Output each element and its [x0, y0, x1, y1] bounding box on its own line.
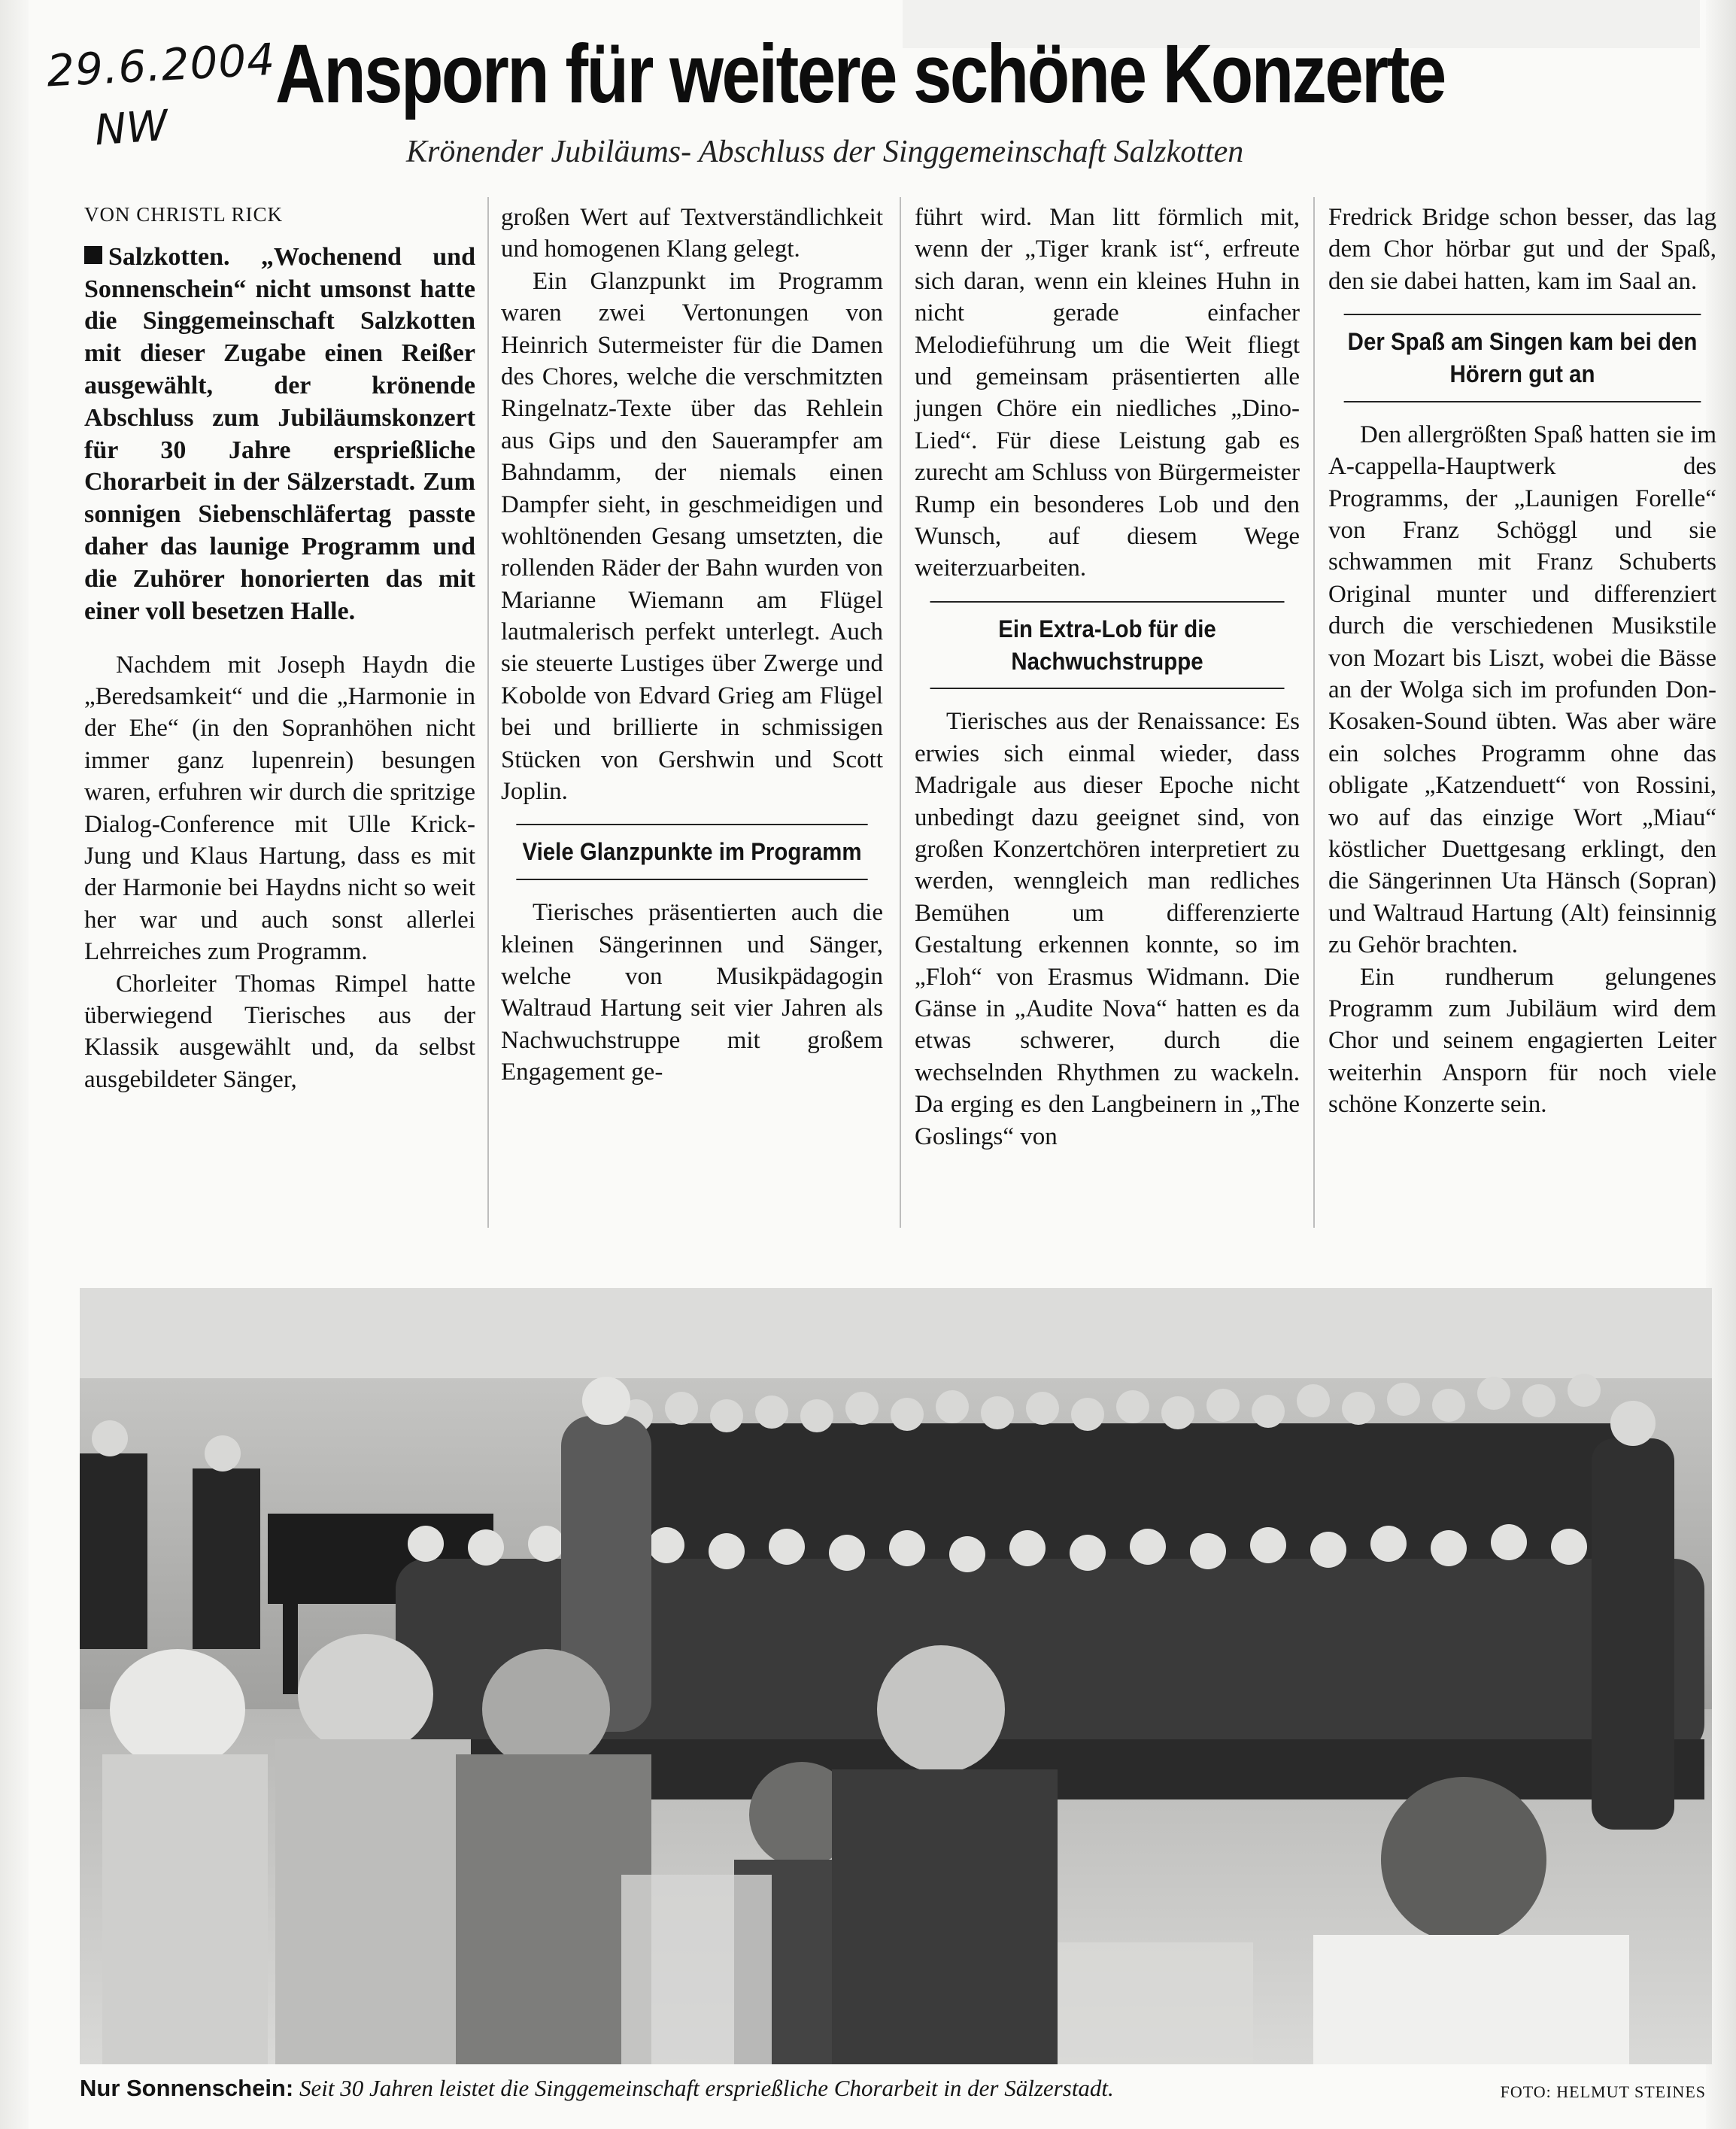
paragraph: Ein rundherum gelungenes Programm zum Jubiläum wird dem Chor und seinem engagierten Leiter weiterhin Ansporn für noch viele schöne Konzerte sein.	[1328, 963, 1716, 1119]
column-4	[1328, 202, 1716, 1121]
handwritten-source: NW	[93, 101, 170, 156]
lead-text: Salzkotten. „Wochenend und Sonnenschein“ nicht umsonst hatte die Singgemeinschaft Salzkotten mit dieser Zugabe einen Reißer ausgewählt, der krönende Abschluss zum Jubiläumskonzert für 30 Jahre ersprießliche Chorarbeit in der Sälzerstadt. Zum sonnigen Siebenschläfertag passte daher das launige Programm und die Zuhörer honorierten das mit einer voll besetzen Halle.	[84, 242, 475, 625]
choir-photo	[80, 1288, 1712, 2064]
paragraph: großen Wert auf Textverständlichkeit und homogenen Klang gelegt.	[501, 204, 883, 263]
bleed-through-left	[0, 0, 29, 2129]
subhead: Ein Extra-Lob für die Nachwuchstruppe	[930, 601, 1284, 690]
paragraph: Tierisches präsentierten auch die kleinen Sängerinnen und Sänger, welche von Musikpädagogin Waltraud Hartung seit vier Jahren als Nachwuchstruppe mit großem Engagement ge-	[501, 899, 883, 1086]
paragraph: führt wird. Man litt förmlich mit, wenn der „Tiger krank ist“, erfreute sich daran, wenn ein kleines Huhn in nicht gerade einfacher Melodieführung um die Weit fliegt und gemeinsam präsentierten alle jungen Chöre ein niedliches „Dino-Lied“. Für diese Leistung gab es zurecht am Schluss von Bürgermeister Rump ein besonderes Lob und den Wunsch, auf diesem Wege weiterzuarbeiten.	[915, 204, 1300, 582]
caption-label: Nur Sonnenschein:	[80, 2075, 294, 2101]
column-rule	[1313, 197, 1315, 1228]
column-3	[915, 202, 1300, 1153]
column-1	[84, 202, 475, 1095]
caption-text: Seit 30 Jahren leistet die Singgemeinschaft ersprießliche Chorarbeit in der Sälzerstadt.	[299, 2075, 1114, 2101]
paragraph: Ein Glanzpunkt im Programm waren zwei Vertonungen von Heinrich Sutermeister für die Damen des Chores, welche die verschmitzten Ringelnatz-Texte über das Rehlein aus Gips und den Sauerampfer am Bahndamm, der niemals einen Dampfer sieht, in geschmeidigen und wohltönenden Gesang umsetzten, die rollenden Räder der Bahn wurden von Marianne Wiemann am Flügel lautmalerisch perfekt unterlegt. Auch sie steuerte Lustiges über Zwerge und Kobolde von Edvard Grieg am Flügel bei und brillierte in schmissigen Stücken von Gershwin und Scott Joplin.	[501, 267, 883, 806]
bullet-square-icon	[84, 246, 102, 264]
column-2	[501, 202, 883, 1089]
lead-paragraph	[84, 241, 475, 628]
subhead: Viele Glanzpunkte im Programm	[516, 824, 867, 880]
column-rule	[900, 197, 901, 1228]
column-rule	[487, 197, 489, 1228]
paragraph: Fredrick Bridge schon besser, das lag dem Chor hörbar gut und der Spaß, den sie dabei hatten, kam im Saal an.	[1328, 204, 1716, 295]
photo-caption	[80, 2075, 1509, 2102]
choir-photo-illustration	[80, 1288, 1712, 2064]
article-subheadline: Krönender Jubiläums- Abschluss der Singgemeinschaft Salzkotten	[406, 135, 1244, 169]
paragraph: Den allergrößten Spaß hatten sie im A-cappella-Hauptwerk des Programms, der „Launigen Forelle“ von Franz Schöggl und sie schwammen mit Franz Schuberts Original munter und differenziert durch die verschiedenen Musikstile von Mozart bis Liszt, wobei die Bässe an der Wolga sich im profunden Don-Kosaken-Sound übten. Was aber wäre ein solches Programm ohne das obligate „Katzenduett“ von Rossini, wo auf das einzige Wort „Miau“ köstlicher Duettgesang erklingt, den die Sängerinnen Uta Hänsch (Sopran) und Waltraud Hartung (Alt) feinsinnig zu Gehör brachten.	[1328, 421, 1716, 959]
paragraph: Chorleiter Thomas Rimpel hatte überwiegend Tierisches aus der Klassik ausgewählt und, da selbst ausgebildeter Sänger,	[84, 970, 475, 1093]
handwritten-date: 29.6.2004	[45, 33, 277, 97]
byline: VON CHRISTL RICK	[84, 203, 284, 226]
paragraph: Nachdem mit Joseph Haydn die „Beredsamkeit“ und die „Harmonie in der Ehe“ (in den Sopranhöhen nicht immer ganz lupenrein) besungen waren, erfuhren wir durch die spritzige Dialog-Conference mit Ulle Krick-Jung und Klaus Hartung, dass es mit der Harmonie bei Haydns nicht so weit her war und auch sonst allerlei Lehrreiches zum Programm.	[84, 651, 475, 966]
photo-credit: FOTO: HELMUT STEINES	[1500, 2082, 1706, 2101]
paragraph: Tierisches aus der Renaissance: Es erwies sich einmal wieder, dass Madrigale aus dieser Epoche nicht unbedingt dazu geeignet sind, von großen Konzertchören interpretiert zu werden, wenngleich man redliches Bemühen um differenzierte Gestaltung erkennen konnte, so im „Floh“ von Erasmus Widmann. Die Gänse in „Audite Nova“ hatten es da etwas schwerer, durch die wechselnden Rhythmen zu wackeln. Da erging es den Langbeinern in „The Goslings“ von	[915, 708, 1300, 1150]
article-headline: Ansporn für weitere schöne Konzerte	[275, 28, 1445, 120]
subhead: Der Spaß am Singen kam bei den Hörern gut an	[1344, 314, 1701, 402]
